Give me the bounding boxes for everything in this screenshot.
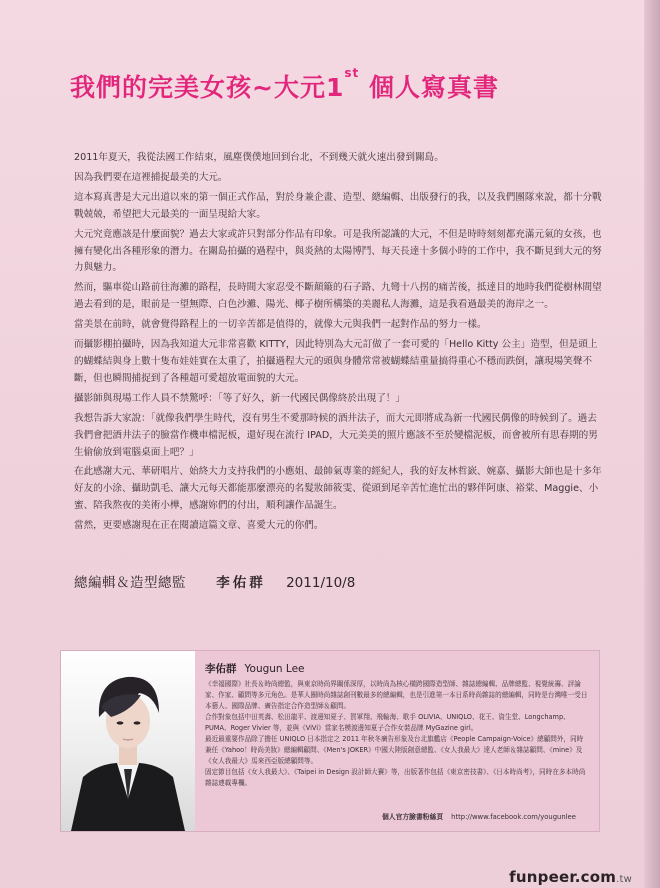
article-paragraph: 這本寫真書是大元出道以來的第一個正式作品，對於身兼企畫、造型、總編輯、出版發行的我，以及我們團隊來說，都十分戰戰兢兢，希望把大元最美的一面呈現給大家。 [74,191,602,220]
article-paragraph: 當然，更要感謝現在正在閱讀這篇文章、喜愛大元的你們。 [74,520,324,532]
article-paragraph: 因為我們要在這裡捕捉最美的大元。 [74,171,228,183]
author-bio-box [60,650,600,832]
title-rest: 個人寫真書 [359,73,499,102]
bio-footer [382,811,592,821]
signature-name: 李佑群 [216,575,266,591]
author-photo [61,651,195,831]
article-paragraph: 當美景在前時，就會覺得路程上的一切辛苦都是值得的，就像大元與我們一起對作品的努力一樣。 [74,319,487,331]
article-paragraph: 2011年夏天，我從法國工作結束，風塵僕僕地回到台北，不到幾天就火速出發到關島。 [74,152,444,163]
bio-paragraph: 《幸福國際》社長＆時尚總監，與東京時尚界關係深厚，以時尚為核心橫跨國際造型師、雜誌總編輯、品牌總監、視覺統籌、評論家、作家、顧問等多元角色。是華人圈時尚雜誌創刊數最多的總編輯，也是引進第一本日系時尚雜誌的總編輯，同時是台灣唯一受日本藝人、國際品牌、廣告指定合作造型師＆顧問。 [205,680,588,710]
bio-text [205,679,589,789]
article-paragraph: 大元究竟應該是什麼面貌？過去大家或許只對部分作品有印象。可是我所認識的大元，不但是時時刻刻都充滿元氣的女孩，也擁有變化出各種形象的潛力。在關島拍攝的過程中，與炎熱的太陽博鬥、每天長達十多個小時的工作中，我不斷見到大元的努力與魅力。 [74,228,602,274]
article-paragraph: 而攝影棚拍攝時，因為我知道大元非常喜歡 KITTY，因此特別為大元訂做了一套可愛的「Hello Kitty 公主」造型，但是頭上的蝴蝶結與身上數十隻布娃娃實在太重了，拍攝過程大元的頭與身體常常被蝴蝶結重量搞得重心不穩而跌倒，讓現場笑聲不斷，但也瞬間捕捉到了各種超可愛超放電面貌的大元。 [74,339,598,384]
page-title [70,68,610,104]
signature-line [74,571,594,591]
title-main: 我們的完美女孩~大元1 [70,73,345,102]
signature-role: 總編輯＆造型總監 [74,575,186,591]
article-paragraph: 在此感謝大元、華研唱片、始終大力支持我們的小應姐、最帥氣專業的經紀人，我的好友林哲嶔、婉嘉、攝影大師也是十多年好友的小涂、攝助凱毛、讓大元每天都能那麼漂亮的名髮妝師筱雯、從頭到尾辛苦忙進忙出的夥伴阿康、裕棠、Maggie、小蜜、陪我熬夜的美術小樺，感謝妳們的付出，順利讓作品誕生。 [74,466,602,512]
author-portrait-image [61,651,195,831]
title-superscript: st [344,66,360,80]
facebook-label: 個人官方臉書粉絲頁 [382,813,444,821]
watermark-text: funpeer.com [509,868,617,886]
bio-paragraph: 最近最重要作品除了擔任 UNIQLO 日本指定之 2011 年秋冬廣告形象及台北旗艦店《People Campaign-Voice》總顧問外，同時兼任《Yahoo！時尚美妝》總編輯顧問、《Men's JOKER》中國大陸版創意總監、《女人我最大》達人老師＆雜誌顧問、《mine》及《女人我最大》馬來西亞版總顧問等。 [205,735,584,765]
article-paragraph: 然而，驅車從山路前往海灘的路程，長時間大家忍受不斷顛簸的石子路、九彎十八拐的痛苦後，抵達目的地時我們從樹林間望過去看到的是，眼前是一望無際、白色沙灘、陽光、椰子樹所構築的美麗私人海灘，這是我看過最美的海岸之一。 [74,282,602,311]
signature-date: 2011/10/8 [286,575,356,591]
bio-paragraph: 固定節目包括《女人我最大》、《Taipei in Design 設計師大賽》等，出版著作包括《東京密技書》、《日本時尚考》，同時在多本時尚雜誌連載專欄。 [205,768,586,787]
bio-name-en: Yougun Lee [244,663,305,675]
bio-heading [205,661,305,676]
bio-paragraph: 合作對象包括中田英壽、松田龍平、渡邊知夏子、賀軍翔、飛輪海、歌手 OLIVIA、UNIQLO、花王、資生堂、Longchamp、PUMA、Roger Vivier 等，並與《ViVi》當家名模渡邊知夏子合作女裝品牌 MyGazine girl。 [205,713,570,732]
watermark-suffix: .tw [616,874,632,885]
page-spine [644,0,660,888]
article-body [74,150,604,535]
article-paragraph: 我想告訴大家說：「就像我們學生時代，沒有男生不愛那時候的酒井法子，而大元即將成為新一代國民偶像的時候到了。過去我們會把酒井法子的臉當作機車檔泥板，還好現在流行 IPAD，大元美美的照片應該不至於變檔泥板，而會被所有思春期的男生偷偷放到電腦桌面上吧？」 [74,412,598,458]
facebook-url: http://www.facebook.com/yougunlee [451,813,576,821]
bio-name-zh: 李佑群 [205,663,237,675]
article-paragraph: 攝影師與現場工作人員不禁驚呼：「等了好久，新一代國民偶像終於出現了！」 [74,392,405,404]
site-watermark [509,868,632,886]
